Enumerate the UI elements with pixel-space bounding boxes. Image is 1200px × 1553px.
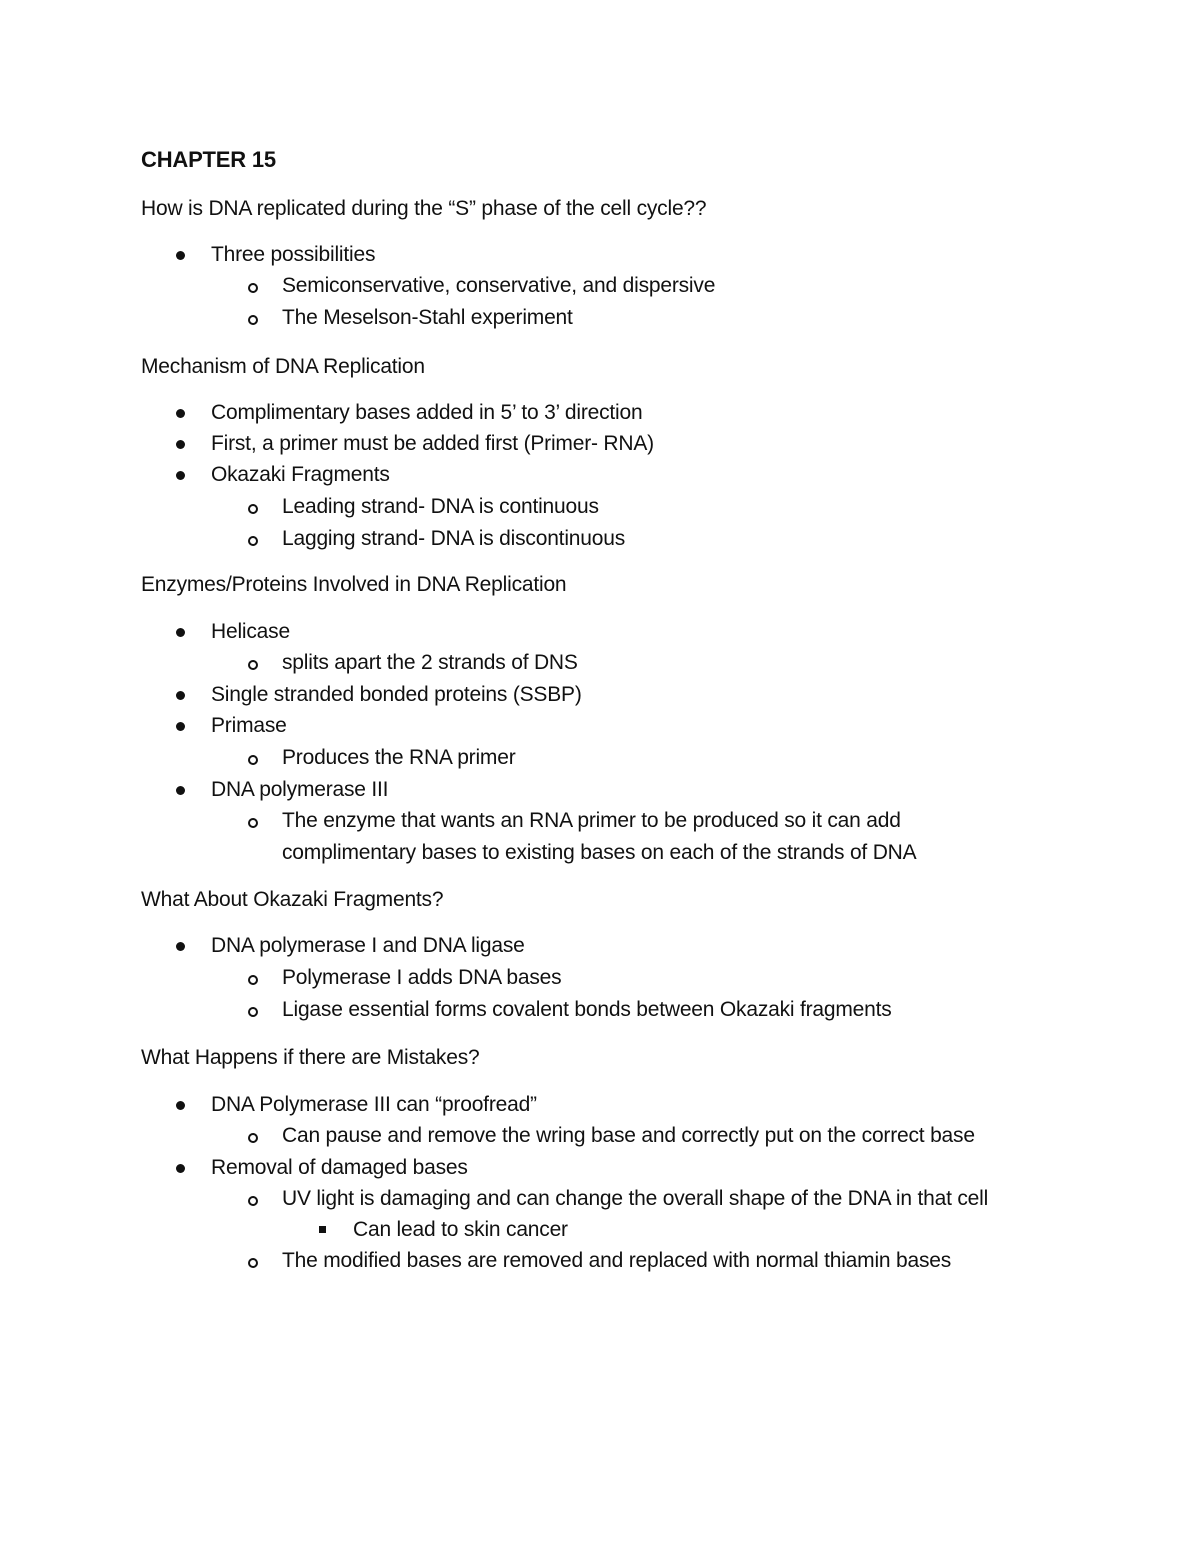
list-item: Single stranded bonded proteins (SSBP) — [211, 683, 582, 706]
bullet-dot-icon — [176, 722, 185, 731]
page-title: CHAPTER 15 — [141, 147, 276, 172]
bullet-dot-icon — [176, 786, 185, 795]
list-item: DNA polymerase I and DNA ligase — [211, 934, 525, 957]
bullet-circle-icon — [248, 660, 258, 670]
list-item: Primase — [211, 714, 287, 737]
list-item: Helicase — [211, 620, 290, 643]
sub-list-item: UV light is damaging and can change the overall shape of the DNA in that cell — [282, 1187, 989, 1210]
list-item: First, a primer must be added first (Primer- RNA) — [211, 432, 654, 455]
section-heading: What About Okazaki Fragments? — [141, 888, 444, 911]
bullet-circle-icon — [248, 504, 258, 514]
sub-list-item: The Meselson-Stahl experiment — [282, 306, 573, 329]
bullet-dot-icon — [176, 942, 185, 951]
sub-list-item: The enzyme that wants an RNA primer to be produced so it can add — [282, 809, 901, 832]
sub-list-item: Leading strand- DNA is continuous — [282, 495, 599, 518]
bullet-dot-icon — [176, 471, 185, 480]
bullet-circle-icon — [248, 1196, 258, 1206]
list-item: DNA polymerase III — [211, 778, 389, 801]
sub-list-item: Polymerase I adds DNA bases — [282, 966, 562, 989]
section-heading: Mechanism of DNA Replication — [141, 355, 425, 378]
sub-list-item: splits apart the 2 strands of DNS — [282, 651, 578, 674]
sub-list-item: Can pause and remove the wring base and correctly put on the correct base — [282, 1124, 975, 1147]
bullet-circle-icon — [248, 1007, 258, 1017]
sub-list-item: The modified bases are removed and replaced with normal thiamin bases — [282, 1249, 952, 1272]
bullet-dot-icon — [176, 628, 185, 637]
bullet-dot-icon — [176, 1101, 185, 1110]
bullet-dot-icon — [176, 691, 185, 700]
list-item: Complimentary bases added in 5’ to 3’ direction — [211, 401, 643, 424]
bullet-circle-icon — [248, 315, 258, 325]
sub-sub-list-item: Can lead to skin cancer — [353, 1218, 568, 1241]
list-item: Three possibilities — [211, 243, 376, 266]
section-heading: What Happens if there are Mistakes? — [141, 1046, 480, 1069]
bullet-circle-icon — [248, 975, 258, 985]
bullet-square-icon — [319, 1226, 326, 1233]
section-heading: How is DNA replicated during the “S” phase of the cell cycle?? — [141, 197, 707, 220]
sub-list-item-continuation: complimentary bases to existing bases on each of the strands of DNA — [282, 841, 917, 864]
sub-list-item: Semiconservative, conservative, and dispersive — [282, 274, 716, 297]
bullet-circle-icon — [248, 818, 258, 828]
bullet-dot-icon — [176, 409, 185, 418]
bullet-circle-icon — [248, 1258, 258, 1268]
sub-list-item: Produces the RNA primer — [282, 746, 516, 769]
bullet-dot-icon — [176, 251, 185, 260]
bullet-dot-icon — [176, 440, 185, 449]
bullet-circle-icon — [248, 283, 258, 293]
section-heading: Enzymes/Proteins Involved in DNA Replication — [141, 573, 567, 596]
bullet-circle-icon — [248, 536, 258, 546]
list-item: Okazaki Fragments — [211, 463, 390, 486]
bullet-dot-icon — [176, 1164, 185, 1173]
sub-list-item: Lagging strand- DNA is discontinuous — [282, 527, 626, 550]
list-item: Removal of damaged bases — [211, 1156, 468, 1179]
list-item: DNA Polymerase III can “proofread” — [211, 1093, 537, 1116]
bullet-circle-icon — [248, 1133, 258, 1143]
sub-list-item: Ligase essential forms covalent bonds between Okazaki fragments — [282, 998, 892, 1021]
bullet-circle-icon — [248, 755, 258, 765]
